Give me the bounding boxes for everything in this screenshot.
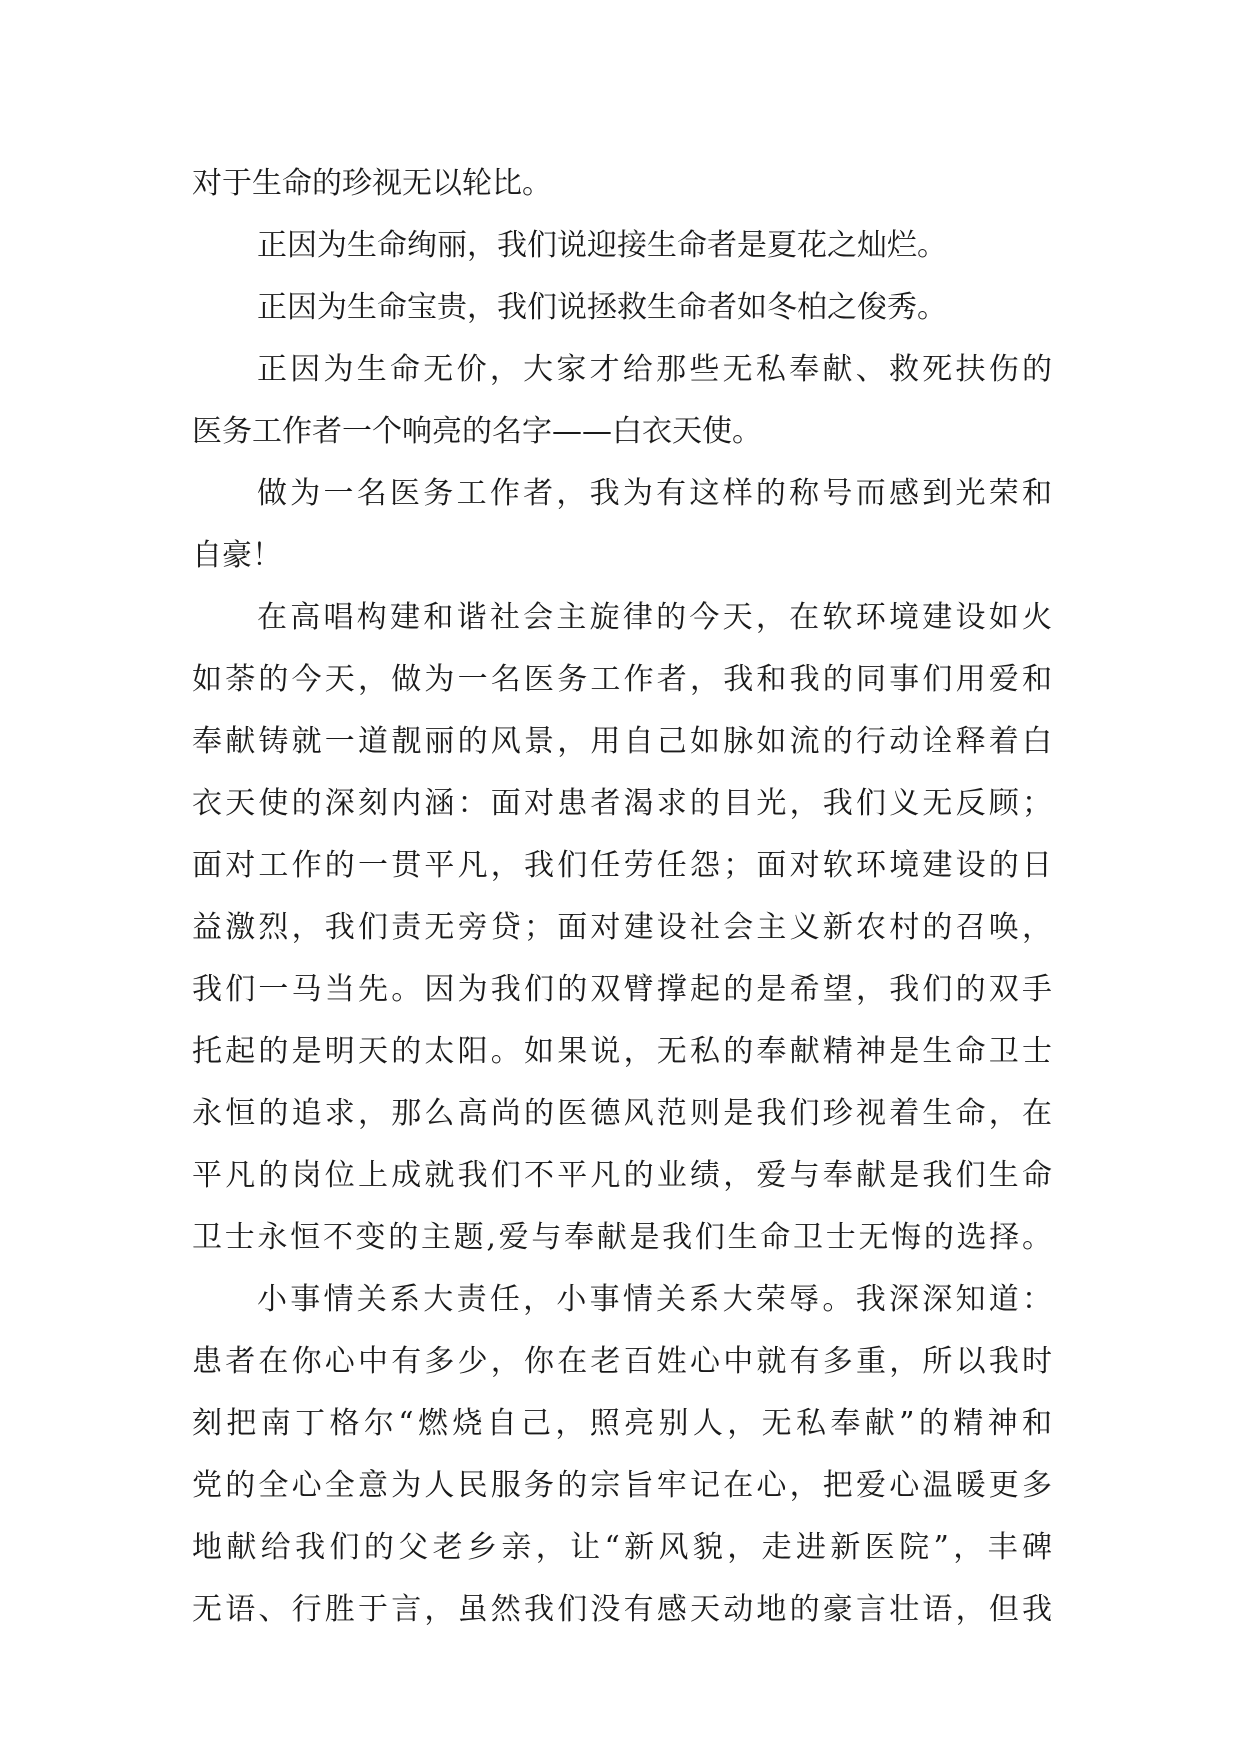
- text-line: 患者在你心中有多少，你在老百姓心中就有多重，所以我时: [192, 1344, 1052, 1379]
- text-line: 面对工作的一贯平凡，我们任劳任怨；面对软环境建设的日: [192, 848, 1052, 883]
- text-line: 党的全心全意为人民服务的宗旨牢记在心，把爱心温暖更多: [192, 1468, 1052, 1503]
- text-line: 在高唱构建和谐社会主旋律的今天，在软环境建设如火: [257, 600, 1052, 635]
- text-line: 对于生命的珍视无以轮比。: [192, 166, 552, 201]
- text-line: 小事情关系大责任，小事情关系大荣辱。我深深知道：: [257, 1282, 1052, 1317]
- text-line: 平凡的岗位上成就我们不平凡的业绩，爱与奉献是我们生命: [192, 1158, 1052, 1193]
- text-line: 正因为生命无价，大家才给那些无私奉献、救死扶伤的: [257, 352, 1052, 387]
- text-line: 我们一马当先。因为我们的双臂撑起的是希望，我们的双手: [192, 972, 1052, 1007]
- text-line: 奉献铸就一道靓丽的风景，用自己如脉如流的行动诠释着白: [192, 724, 1052, 759]
- text-line: 如荼的今天，做为一名医务工作者，我和我的同事们用爱和: [192, 662, 1052, 697]
- text-line: 卫士永恒不变的主题,爱与奉献是我们生命卫士无悔的选择。: [192, 1220, 1052, 1255]
- text-line: 托起的是明天的太阳。如果说，无私的奉献精神是生命卫士: [192, 1034, 1052, 1069]
- body-text: [192, 153, 1052, 1641]
- text-line: 衣天使的深刻内涵：面对患者渴求的目光，我们义无反顾；: [192, 786, 1052, 821]
- text-line: 正因为生命宝贵，我们说拯救生命者如冬柏之俊秀。: [257, 290, 947, 325]
- text-line: 无语、行胜于言，虽然我们没有感天动地的豪言壮语，但我: [192, 1592, 1052, 1627]
- text-line: 永恒的追求，那么高尚的医德风范则是我们珍视着生命，在: [192, 1096, 1052, 1131]
- text-line: 正因为生命绚丽，我们说迎接生命者是夏花之灿烂。: [257, 228, 947, 263]
- text-line: 做为一名医务工作者，我为有这样的称号而感到光荣和: [257, 476, 1052, 511]
- text-line: 地献给我们的父老乡亲，让“新风貌，走进新医院”，丰碑: [192, 1530, 1052, 1565]
- text-line: 医务工作者一个响亮的名字——白衣天使。: [192, 414, 762, 449]
- text-line: 益激烈，我们责无旁贷；面对建设社会主义新农村的召唤，: [192, 910, 1052, 945]
- text-line: 自豪！: [192, 538, 282, 573]
- text-line: 刻把南丁格尔“燃烧自己，照亮别人，无私奉献”的精神和: [192, 1406, 1052, 1441]
